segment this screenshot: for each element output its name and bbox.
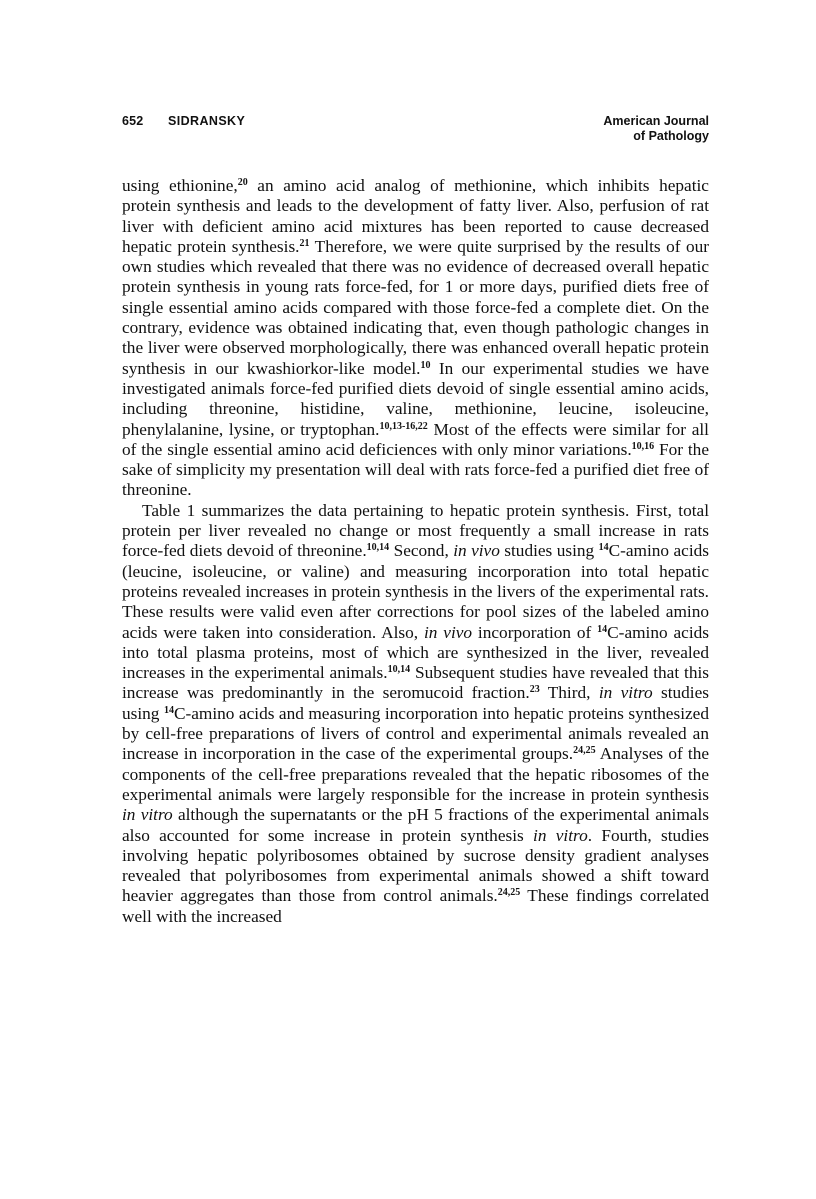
journal-title-line-2: of Pathology [633,129,709,143]
reference-superscript: 24,25 [573,745,596,757]
text-run: Second, [389,541,454,561]
text-run: studies using [122,683,710,723]
reference-superscript: 10,16 [631,440,655,452]
page-number: 652 [122,114,144,128]
text-run: For the sake of simplicity my presentation will deal with rats force-fed a purified diet free of threonine. [122,439,709,500]
text-run: Therefore, we were quite surprised by the results of our own studies which revealed that there was no evidence of decreased overall hepatic protein synthesis in young rats force-fed, for 1 or more days, purified diets free of single essential amino acids compared with those force-fed a complete diet. On the contrary, evidence was obtained indicating that, even though pathologic changes in the liver were observed morphologically, there was enhanced overall hepatic protein synthesis in our kwashiorkor-like model. [122,236,709,378]
reference-superscript: 21 [299,237,310,249]
italic-term: in vivo [453,541,500,561]
italic-term: in vivo [423,622,473,642]
italic-term: in vitro [122,805,173,825]
italic-term: in vitro [598,683,653,703]
text-run: C-amino acids into total plasma proteins, most of which are synthesized in the liver, revealed increases in the experimental animals. [122,622,709,683]
reference-superscript: 23 [529,684,540,696]
journal-title-line-1: American Journal [603,114,709,128]
body-text [122,176,709,927]
text-run: studies using [499,541,599,561]
text-run: although the supernatants or the pH 5 fractions of the experimental animals also accounted for some increase in protein synthesis [122,805,709,845]
text-run: C-amino acids and measuring incorporation into hepatic proteins synthesized by cell-free preparations of livers of control and experimental animals revealed an increase in incorporation in the case of the experimental groups. [122,703,709,764]
reference-superscript: 10 [420,359,431,371]
reference-superscript: 20 [237,177,248,188]
reference-superscript: 10,14 [366,542,390,554]
text-run: Subsequent studies have revealed that this increase was predominantly in the seromucoid fraction. [122,663,709,703]
reference-superscript: 10,13-16,22 [379,420,428,432]
text-run: These findings correlated well with the increased [122,886,710,926]
italic-term: in vitro [533,825,588,845]
text-run: Table 1 summarizes the data pertaining to hepatic protein synthesis. First, total protein per liver revealed no change or most frequently a small increase in rats force-fed diets devoid of threonine. [122,500,709,561]
text-run: Analyses of the components of the cell-free preparations revealed that the hepatic ribosomes of the experimental animals were largely responsible for the increase in protein synthesis [122,744,710,804]
text-run: . Fourth, studies involving hepatic polyribosomes obtained by sucrose density gradient analyses revealed that polyribosomes from experimental animals showed a shift toward heavier aggregates than those from control animals. [122,825,710,906]
isotope-superscript: 14 [597,623,608,635]
text-run: an amino acid analog of methionine, which inhibits hepatic protein synthesis and leads to the development of fatty liver. Also, perfusion of rat liver with deficient amino acid mixtures has been reported to cause decreased hepatic protein synthesis. [122,176,709,256]
reference-superscript: 24,25 [497,887,521,899]
paragraph-2 [122,501,709,927]
running-author: SIDRANSKY [168,114,246,128]
text-run: incorporation of [472,622,598,642]
isotope-superscript: 14 [598,542,609,554]
text-run: Third, [539,683,599,703]
paragraph-1 [122,176,709,501]
text-run: using ethionine, [122,176,238,195]
journal-title [603,114,709,144]
text-run: C-amino acids (leucine, isoleucine, or valine) and measuring incorporation into total hepatic proteins revealed increases in protein synthesis in the livers of the experimental rats. These results were valid even after corrections for pool sizes of the labeled amino acids were taken into consideration. Also, [122,541,709,642]
reference-superscript: 10,14 [387,664,411,676]
running-header [122,114,709,154]
isotope-superscript: 14 [163,704,174,716]
text-run: Most of the effects were similar for all of the single essential amino acid deficiences with only minor variations. [122,419,709,459]
text-run: In our experimental studies we have investigated animals force-fed purified diets devoid of single essential amino acids, including threonine, histidine, valine, methionine, leucine, isoleucine, phenylalanine, lysine, or tryptophan. [122,358,709,439]
